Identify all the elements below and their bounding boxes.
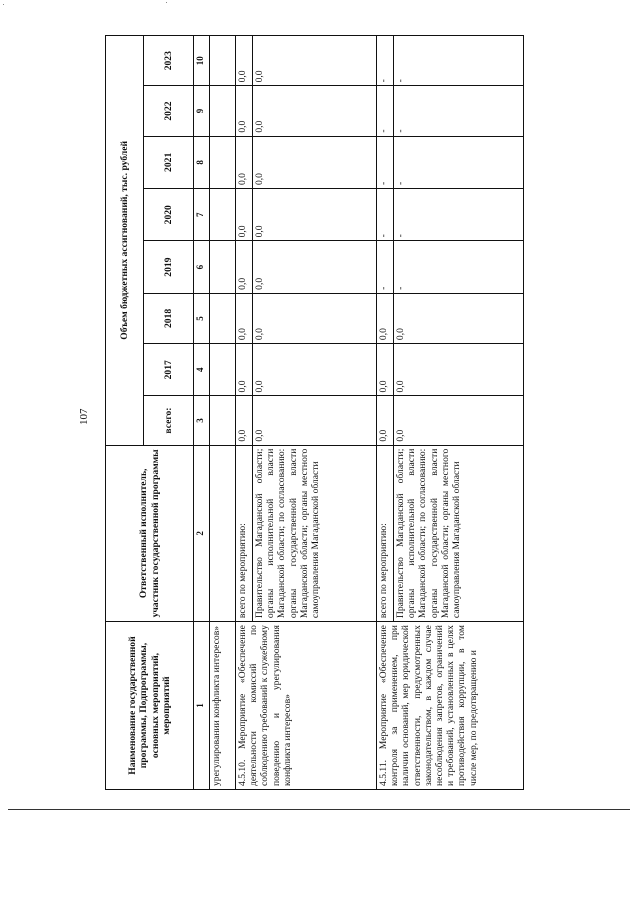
row-value: 0,0 (236, 344, 253, 396)
row-value (210, 189, 236, 241)
row-value: 0,0 (253, 136, 377, 188)
row-value: 0,0 (377, 344, 394, 396)
bottom-rule (8, 809, 630, 810)
row-value: 0,0 (236, 241, 253, 293)
header-executor: Ответственный исполнитель, участник государственной программы (106, 445, 194, 621)
table-row (210, 36, 236, 790)
page-number: 107 (78, 408, 90, 425)
row-value: 0,0 (253, 241, 377, 293)
row-value (210, 344, 236, 396)
row-value (210, 396, 236, 445)
row-executor: Правительство Магаданской области; органы исполнительной власти Магаданской области; по согласованию: органы государственной власти Магаданской области; органы местного самоуправления Магаданской области (253, 445, 377, 621)
table-row (236, 36, 253, 790)
row-name: 4.5.11. Мероприятие «Обеспечение контроля за применением, при наличии оснований, мер юридической ответственности, предусмотренных законодательством, в каждом случае несоблюдения запретов, ограничений и требований, установленных в целях противодействия коррупции, в том числе мер, по предотвращению и (377, 622, 524, 790)
row-name: 4.5.10. Мероприятие «Обеспечение деятельности комиссий по соблюдению требований к служебному поведению и урегулирования конфликта интересов» (236, 622, 377, 790)
row-value: - (377, 136, 394, 188)
row-name: урегулировании конфликта интересов» (210, 622, 236, 790)
scan-speck (166, 2, 167, 3)
row-value: 0,0 (236, 293, 253, 343)
row-value: - (394, 136, 524, 188)
row-executor (210, 445, 236, 621)
header-total: всего: (144, 396, 194, 445)
table-row (377, 36, 394, 790)
header-year: 2022 (144, 86, 194, 136)
row-value: 0,0 (394, 344, 524, 396)
row-value (210, 241, 236, 293)
row-value: - (394, 241, 524, 293)
row-value: 0,0 (236, 396, 253, 445)
budget-table (105, 35, 524, 790)
row-value: 0,0 (253, 344, 377, 396)
header-volume: Объем бюджетных ассигнований, тыс. рублей (106, 36, 144, 446)
row-value: - (377, 189, 394, 241)
row-value: 0,0 (253, 36, 377, 86)
header-year: 2018 (144, 293, 194, 343)
column-number: 2 (194, 445, 210, 621)
row-value: 0,0 (394, 293, 524, 343)
rotated-page (70, 30, 610, 795)
row-value: 0,0 (394, 396, 524, 445)
row-value: 0,0 (236, 86, 253, 136)
row-executor: всего по мероприятию: (236, 445, 253, 621)
row-value: - (394, 86, 524, 136)
header-year: 2019 (144, 241, 194, 293)
column-number: 6 (194, 241, 210, 293)
row-value: 0,0 (236, 136, 253, 188)
row-value (210, 86, 236, 136)
row-value: - (377, 86, 394, 136)
row-value: 0,0 (253, 86, 377, 136)
column-number-row (194, 36, 210, 790)
column-number: 7 (194, 189, 210, 241)
row-value: - (377, 241, 394, 293)
column-number: 8 (194, 136, 210, 188)
column-number: 1 (194, 622, 210, 790)
header-year: 2017 (144, 344, 194, 396)
row-value (210, 136, 236, 188)
row-value: 0,0 (377, 396, 394, 445)
column-number: 5 (194, 293, 210, 343)
row-value: 0,0 (377, 293, 394, 343)
row-value: - (377, 36, 394, 86)
header-year: 2020 (144, 189, 194, 241)
row-value: 0,0 (253, 189, 377, 241)
row-value: - (394, 36, 524, 86)
row-executor: всего по мероприятию: (377, 445, 394, 621)
row-value (210, 293, 236, 343)
column-number: 10 (194, 36, 210, 86)
header-year: 2023 (144, 36, 194, 86)
column-number: 9 (194, 86, 210, 136)
row-value: 0,0 (253, 293, 377, 343)
column-number: 3 (194, 396, 210, 445)
scan-speck (3, 4, 4, 5)
row-value: 0,0 (236, 36, 253, 86)
row-value (210, 36, 236, 86)
header-year: 2021 (144, 136, 194, 188)
row-value: - (394, 189, 524, 241)
column-number: 4 (194, 344, 210, 396)
row-value: 0,0 (236, 189, 253, 241)
header-name: Наименование государственной программы, Подпрограммы, основных мероприятий, мероприятий (106, 622, 194, 790)
row-value: 0,0 (253, 396, 377, 445)
row-executor: Правительство Магаданской области; органы исполнительной власти Магаданской области; по согласованию: органы государственной власти Магаданской области; органы местного самоуправления Магаданской области (394, 445, 524, 621)
